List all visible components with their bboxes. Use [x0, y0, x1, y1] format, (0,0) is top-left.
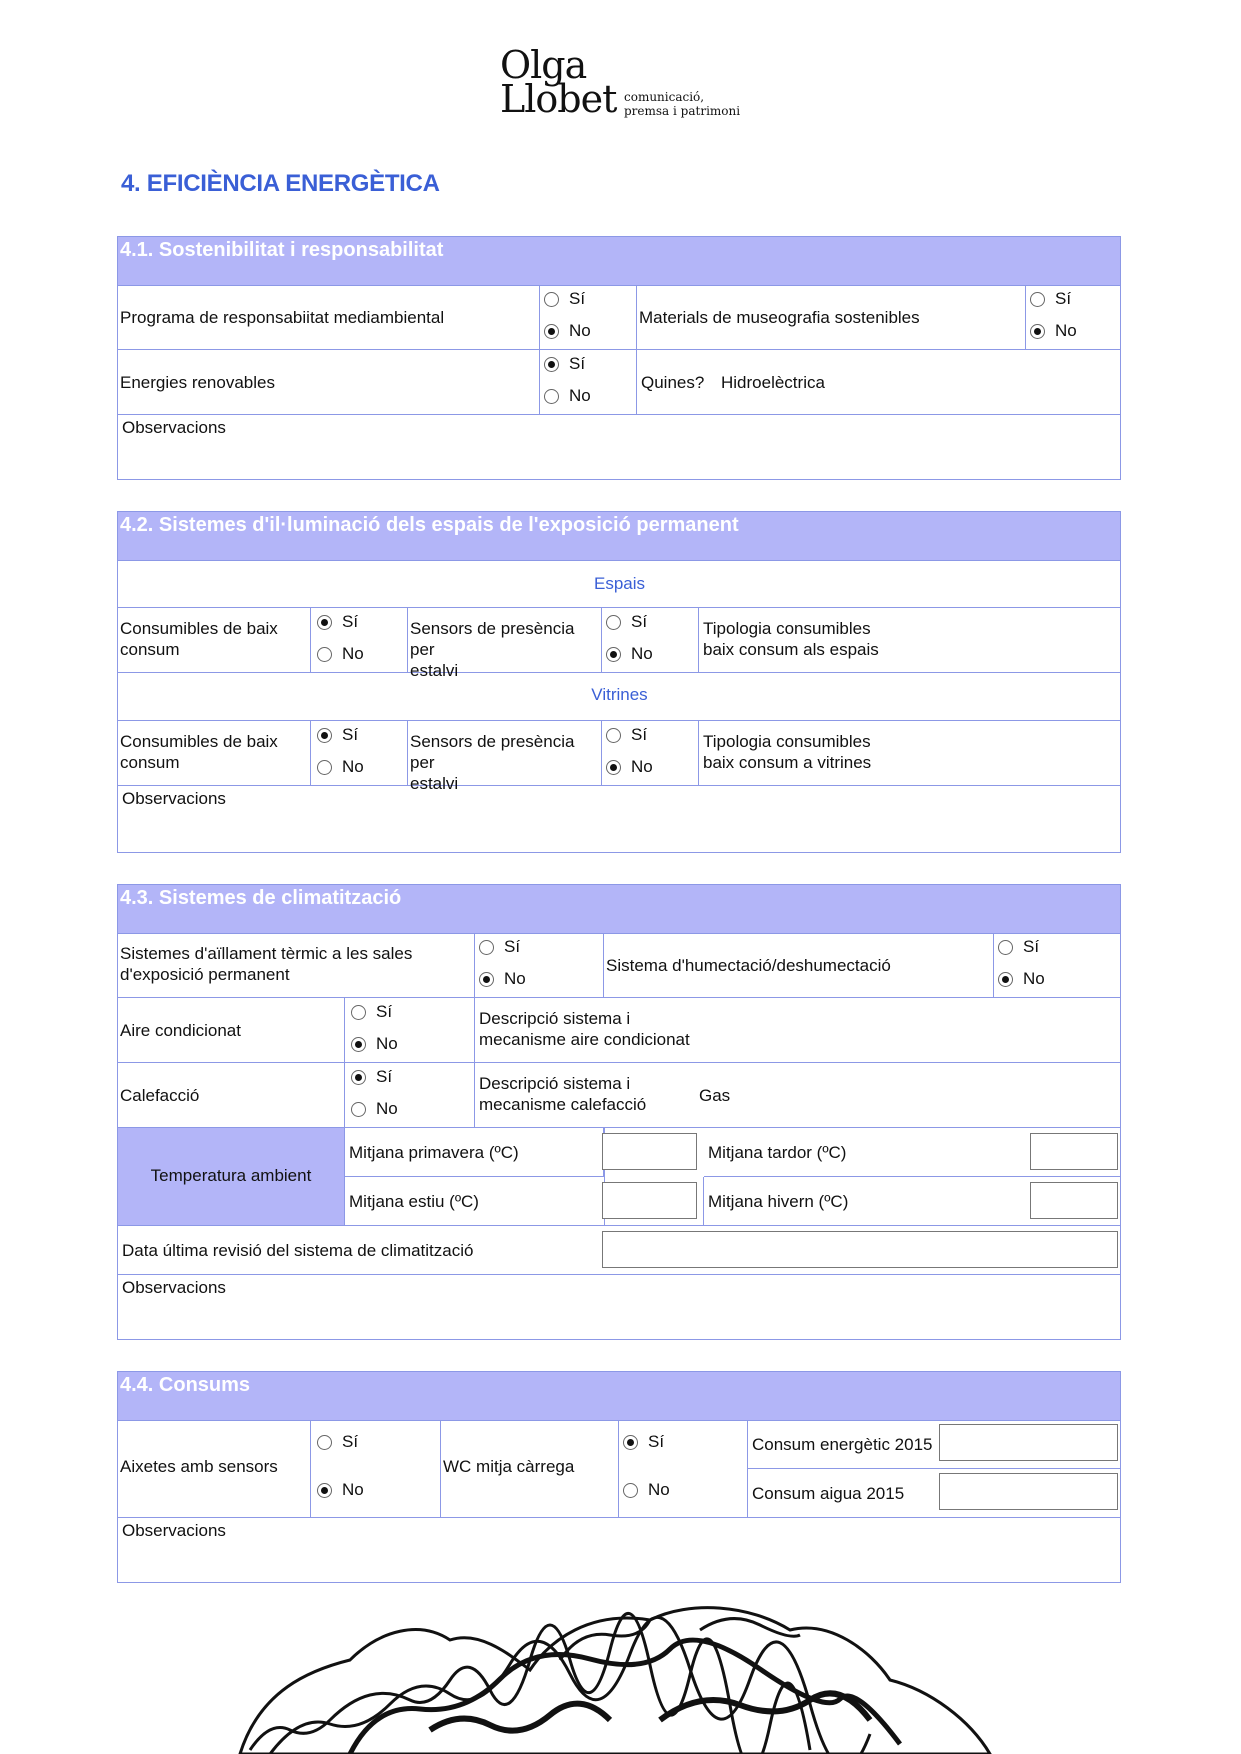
aillament-label — [120, 943, 412, 985]
estiu-label: Mitjana estiu (ºC) — [349, 1192, 479, 1211]
radio-dot[interactable] — [479, 972, 494, 987]
wc-radio-no[interactable] — [623, 1480, 670, 1500]
aire-radio-yes[interactable] — [351, 1002, 392, 1022]
vitrines-label: Vitrines — [591, 685, 648, 704]
aillament-radio-yes[interactable] — [479, 937, 520, 957]
radio-label: No — [342, 1480, 364, 1499]
espais-consum-radio-yes[interactable] — [317, 612, 358, 632]
consum-aigua-label: Consum aigua 2015 — [752, 1484, 905, 1503]
observations-field[interactable] — [118, 786, 1121, 852]
radio-label: No — [1023, 969, 1045, 988]
observations-label: Observacions — [122, 418, 226, 437]
radio-dot[interactable] — [606, 615, 621, 630]
text-line: estalvi — [410, 661, 459, 680]
aire-radio-no[interactable] — [351, 1034, 398, 1054]
humectacio-radio-yes[interactable] — [998, 937, 1039, 957]
vitrines-consum-radio-yes[interactable] — [317, 725, 358, 745]
radio-dot[interactable] — [351, 1037, 366, 1052]
radio-dot[interactable] — [544, 357, 559, 372]
text-line: Consumibles de baix — [120, 619, 278, 638]
section-title: 4.3. Sistemes de climatització — [120, 887, 402, 909]
section-header — [118, 237, 1120, 286]
materials-label: Materials de museografia sostenibles — [639, 308, 920, 327]
radio-label: No — [376, 1099, 398, 1118]
espais-consum-label — [120, 618, 278, 660]
radio-dot[interactable] — [544, 324, 559, 339]
radio-dot[interactable] — [1030, 292, 1045, 307]
wc-radio-yes[interactable] — [623, 1432, 664, 1452]
consum-aigua-input[interactable] — [939, 1473, 1118, 1510]
radio-dot[interactable] — [351, 1005, 366, 1020]
section-header — [118, 512, 1120, 561]
logo-tagline — [624, 90, 740, 118]
aixetes-radio-yes[interactable] — [317, 1432, 358, 1452]
radio-label: Sí — [1023, 937, 1040, 956]
cell — [118, 285, 540, 350]
text-line: consum — [120, 640, 180, 659]
cell — [118, 721, 311, 786]
cell — [604, 933, 994, 998]
logo — [500, 43, 760, 128]
revisio-label: Data última revisió del sistema de climatització — [122, 1241, 474, 1260]
materials-radio-yes[interactable] — [1030, 289, 1071, 309]
page-title: 4. EFICIÈNCIA ENERGÈTICA — [121, 170, 440, 197]
aixetes-radio-group — [311, 1420, 441, 1518]
calefaccio-description-field[interactable] — [475, 1063, 1121, 1128]
vitrines-sensor-radio-yes[interactable] — [606, 725, 647, 745]
consum-energetic-input[interactable] — [939, 1424, 1118, 1461]
radio-label: No — [569, 321, 591, 340]
text-line: Descripció sistema i — [479, 1074, 631, 1093]
section-sostenibilitat — [117, 236, 1121, 480]
espais-sensor-radio-group — [602, 608, 699, 673]
radio-dot[interactable] — [544, 292, 559, 307]
espais-sensor-radio-yes[interactable] — [606, 612, 647, 632]
radio-dot[interactable] — [317, 1435, 332, 1450]
observations-field[interactable] — [118, 1518, 1121, 1582]
text-line: baix consum als espais — [703, 640, 879, 659]
cell — [637, 285, 1026, 350]
logo-tagline-2: premsa i patrimoni — [624, 104, 741, 118]
text-line: Descripció sistema i — [479, 1009, 631, 1028]
humectacio-radio-no[interactable] — [998, 969, 1045, 989]
radio-label: Sí — [631, 725, 648, 744]
radio-dot[interactable] — [317, 647, 332, 662]
section-climatitzacio — [117, 884, 1121, 1340]
radio-label: Sí — [504, 937, 521, 956]
radio-label: Sí — [342, 1432, 359, 1451]
text-line: estalvi — [410, 774, 459, 793]
text-line: consum — [120, 753, 180, 772]
tardor-label: Mitjana tardor (ºC) — [708, 1143, 847, 1162]
section-header — [118, 1372, 1120, 1421]
radio-label: Sí — [569, 354, 586, 373]
calefaccio-radio-group — [345, 1063, 475, 1128]
radio-label: Sí — [342, 725, 359, 744]
cell — [118, 350, 540, 415]
radio-label: No — [342, 757, 364, 776]
aillament-radio-no[interactable] — [479, 969, 526, 989]
observations-label: Observacions — [122, 789, 226, 808]
materials-radio-no[interactable] — [1030, 321, 1077, 341]
aire-radio-group — [345, 998, 475, 1063]
energy-label: Energies renovables — [120, 373, 275, 392]
section-title: 4.4. Consums — [120, 1374, 251, 1396]
section-header — [118, 885, 1120, 934]
text-line: mecanisme calefacció — [479, 1095, 647, 1114]
vitrines-sensor-label — [410, 731, 601, 794]
aire-description-field[interactable] — [475, 998, 1121, 1063]
cell — [345, 1128, 604, 1177]
vitrines-consum-radio-no[interactable] — [317, 757, 364, 777]
consum-energetic-label: Consum energètic 2015 — [752, 1435, 933, 1454]
program-radio-no[interactable] — [544, 321, 591, 341]
cell — [441, 1420, 619, 1518]
tipologia-espais-label — [703, 618, 879, 660]
cell — [118, 1420, 311, 1518]
logo-line1: Olga — [500, 43, 587, 87]
espais-sensor-label — [410, 618, 601, 681]
espais-consum-radio-no[interactable] — [317, 644, 364, 664]
radio-dot[interactable] — [479, 940, 494, 955]
energy-radio-yes[interactable] — [544, 354, 585, 374]
radio-dot[interactable] — [317, 615, 332, 630]
radio-dot[interactable] — [998, 940, 1013, 955]
radio-dot[interactable] — [544, 389, 559, 404]
radio-label: No — [631, 757, 653, 776]
espais-label: Espais — [593, 574, 646, 593]
observations-label: Observacions — [122, 1278, 226, 1297]
vitrines-sensor-radio-group — [602, 721, 699, 786]
radio-dot[interactable] — [351, 1102, 366, 1117]
tipologia-vitrines-field[interactable] — [699, 721, 1121, 786]
section-illuminacio — [117, 511, 1121, 853]
espais-consum-radio-group — [311, 608, 408, 673]
aillament-radio-group — [475, 933, 604, 998]
revisio-date-input[interactable] — [602, 1231, 1118, 1268]
cell — [118, 608, 311, 673]
text-line: Tipologia consumibles — [703, 619, 871, 638]
estiu-input[interactable] — [602, 1182, 697, 1219]
calefaccio-radio-yes[interactable] — [351, 1067, 392, 1087]
observations-field[interactable] — [118, 1275, 1121, 1339]
wc-radio-group — [619, 1420, 748, 1518]
radio-dot[interactable] — [606, 647, 621, 662]
humectacio-radio-group — [994, 933, 1121, 998]
temperature-label: Temperatura ambient — [150, 1166, 312, 1185]
hivern-input[interactable] — [1030, 1182, 1118, 1219]
which-label: Quines? — [641, 373, 705, 392]
radio-label: Sí — [648, 1432, 665, 1451]
radio-label: Sí — [1055, 289, 1072, 308]
calefaccio-label: Calefacció — [120, 1086, 200, 1105]
vitrines-sensor-radio-no[interactable] — [606, 757, 653, 777]
radio-label: Sí — [631, 612, 648, 631]
vitrines-consum-radio-group — [311, 721, 408, 786]
radio-dot[interactable] — [623, 1435, 638, 1450]
cell — [408, 608, 602, 680]
cell — [118, 933, 475, 998]
tipologia-vitrines-label — [703, 731, 871, 773]
radio-label: No — [376, 1034, 398, 1053]
logo-tagline-1: comunicació, — [624, 90, 705, 104]
radio-dot[interactable] — [623, 1483, 638, 1498]
text-line: Sensors de presència per — [410, 619, 575, 659]
text-line: d'exposició permanent — [120, 965, 290, 984]
calefaccio-radio-no[interactable] — [351, 1099, 398, 1119]
cell — [408, 721, 602, 793]
text-line: mecanisme aire condicionat — [479, 1030, 690, 1049]
radio-dot[interactable] — [606, 760, 621, 775]
which-value: Hidroelèctrica — [721, 373, 825, 392]
radio-dot[interactable] — [317, 760, 332, 775]
wc-label: WC mitja càrrega — [443, 1457, 575, 1476]
observations-label: Observacions — [122, 1521, 226, 1540]
text-line: Sensors de presència per — [410, 732, 575, 772]
radio-label: Sí — [376, 1067, 393, 1086]
radio-label: No — [631, 644, 653, 663]
vitrines-consum-label — [120, 731, 278, 773]
observations-field[interactable] — [118, 415, 1121, 479]
aire-description-label — [479, 1008, 690, 1050]
espais-sensor-radio-no[interactable] — [606, 644, 653, 664]
radio-dot[interactable] — [1030, 324, 1045, 339]
text-line: Consumibles de baix — [120, 732, 278, 751]
energy-radio-group — [540, 350, 637, 415]
radio-label: Sí — [376, 1002, 393, 1021]
hivern-label: Mitjana hivern (ºC) — [708, 1192, 849, 1211]
humectacio-label: Sistema d'humectació/deshumectació — [606, 956, 891, 975]
radio-label: No — [1055, 321, 1077, 340]
espais-heading-row — [118, 560, 1121, 608]
logo-line2: Llobet — [500, 77, 617, 121]
radio-label: No — [342, 644, 364, 663]
section-title: 4.2. Sistemes d'il·luminació dels espais de l'exposició permanent — [120, 514, 739, 536]
tipologia-espais-field[interactable] — [699, 608, 1121, 673]
energy-radio-no[interactable] — [544, 386, 591, 406]
section-title: 4.1. Sostenibilitat i responsabilitat — [120, 239, 444, 261]
vitrines-heading-row — [118, 673, 1121, 721]
primavera-input[interactable] — [602, 1133, 697, 1170]
text-line: baix consum a vitrines — [703, 753, 872, 772]
radio-label: No — [648, 1480, 670, 1499]
radio-label: No — [569, 386, 591, 405]
aixetes-label: Aixetes amb sensors — [120, 1457, 278, 1476]
radio-dot[interactable] — [606, 728, 621, 743]
radio-dot[interactable] — [317, 1483, 332, 1498]
radio-dot[interactable] — [317, 728, 332, 743]
radio-label: Sí — [569, 289, 586, 308]
aire-label: Aire condicionat — [120, 1021, 241, 1040]
cell — [118, 1063, 345, 1128]
tardor-input[interactable] — [1030, 1133, 1118, 1170]
primavera-label: Mitjana primavera (ºC) — [349, 1143, 519, 1162]
radio-dot[interactable] — [998, 972, 1013, 987]
program-radio-group — [540, 285, 637, 350]
radio-label: Sí — [342, 612, 359, 631]
text-line: Sistemes d'aïllament tèrmic a les sales — [120, 944, 413, 963]
program-label: Programa de responsabiitat mediambiental — [120, 308, 445, 327]
temperature-header-cell — [118, 1128, 345, 1226]
which-cell[interactable] — [637, 350, 1121, 415]
calefaccio-description-label — [479, 1073, 646, 1115]
program-radio-yes[interactable] — [544, 289, 585, 309]
aixetes-radio-no[interactable] — [317, 1480, 364, 1500]
cell — [118, 998, 345, 1063]
radio-label: No — [504, 969, 526, 988]
calefaccio-description-value: Gas — [699, 1086, 731, 1105]
text-line: Tipologia consumibles — [703, 732, 871, 751]
decorative-illustration — [230, 1600, 1020, 1754]
materials-radio-group — [1026, 285, 1121, 350]
radio-dot[interactable] — [351, 1070, 366, 1085]
